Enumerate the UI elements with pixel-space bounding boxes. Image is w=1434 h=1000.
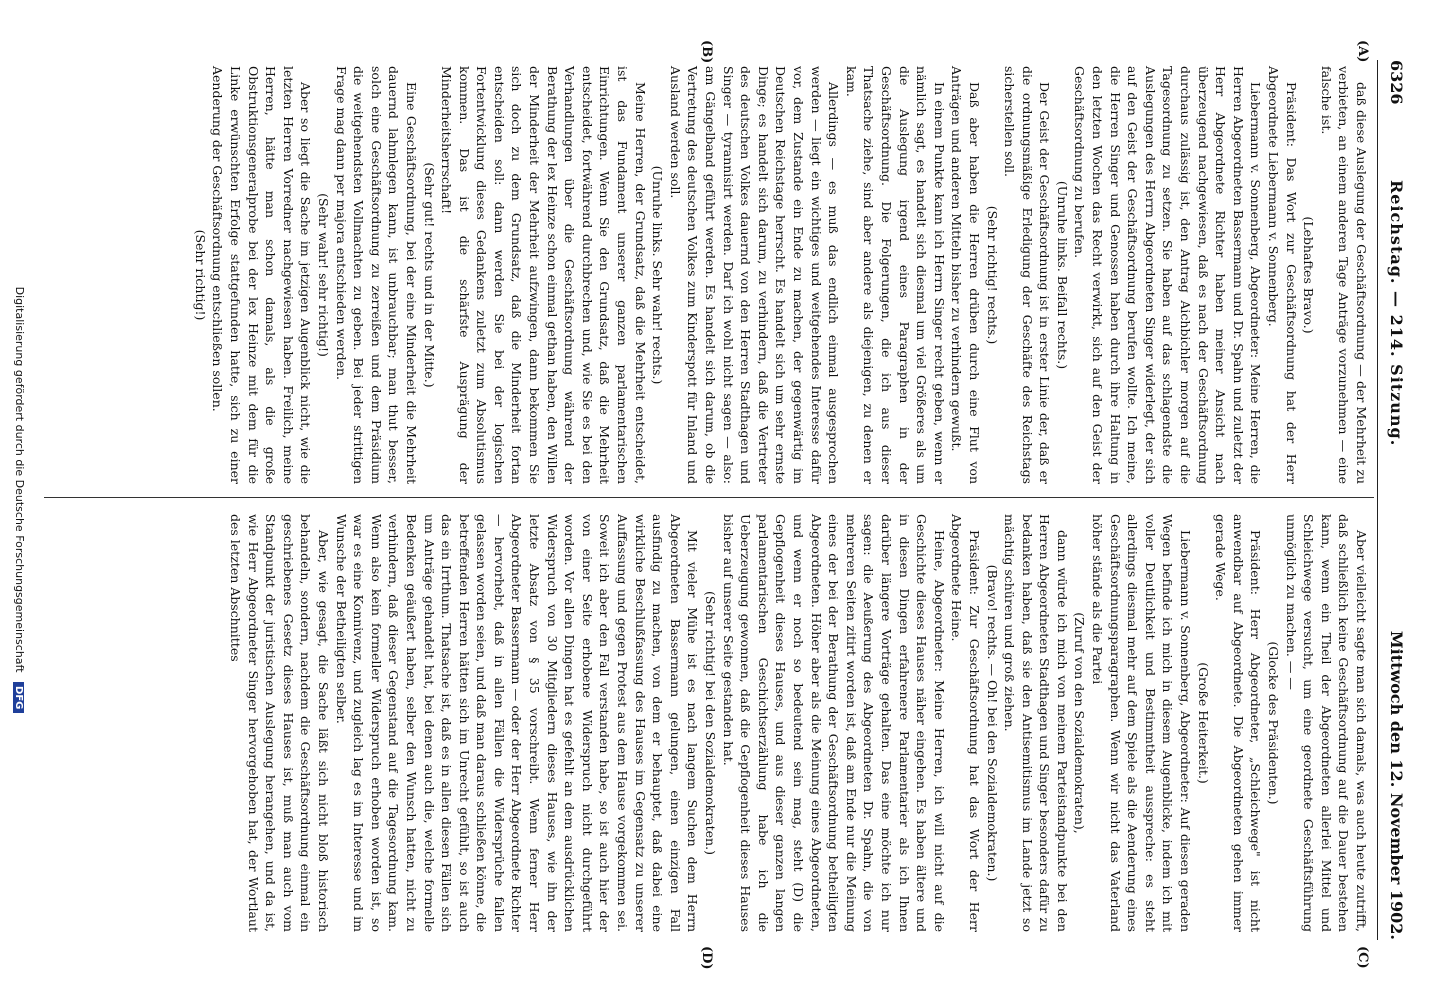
right-column-paragraph: Heine, Abgeordneter: Meine Herren, ich will nicht auf die Geschichte dieses Hauses näher eingehen. Es haben ältere und in diesen Dingen erfahrenere Parlamentarier als ich Ihnen darüber längere Vorträge gehalten. Das eine möchte ich nur sagen: die Aeußerung des Abgeordneten Dr. Spahn, die von mehreren Seiten zitirt worden ist, daß am Ende nur die Meinung eines der bei der Berathung der Geschäftsordnung betheiligten Abgeordneten. Höher aber als die Meinung eines Abgeordneten, und wenn er noch so bedeutend sein mag, steht (D) die Gepflogenheit dieses Hauses, und aus dieser ganzen langen parlamentarischen Geschichtserzählung habe ich die Ueberzeugung gewonnen, daß die Gepflogenheit dieses Hauses bisher auf unserer Seite gestanden hat. — [720, 514, 947, 932]
left-column-paragraph: In einem Punkte kann ich Herrn Singer recht geben, wenn er nämlich sagt, es handelt sich diesmal um viel Größeres als um die Auslegung irgend eines Paragraphen in der Geschäftsordnung. Die Folgerungen, die ich aus dieser Thatsache ziehe, sind aber andere als diejenigen, zu denen er kam. — [843, 66, 947, 484]
left-column-paragraph: daß diese Auslegung der Geschäftsordnung — der Mehrheit zu verbieten, an einem anderen Tage Anträge vorzunehmen — eine falsche ist. — [1318, 66, 1369, 484]
left-column-paragraph: Liebermann v. Sonnenberg, Abgeordneter: Meine Herren, die Herren Abgeordneten Bassermann und Dr. Spahn und zuletzt der Herr Abgeordnete Richter haben meiner Ansicht nach überzeugend nachgewiesen, daß es nach der Geschäftsordnung durchaus zulässig ist, den Antrag Aichbichler morgen auf die Tagesordnung zu setzen. Sie haben auf das schlagendste die Auslegungen des Herrn Abgeordneten Singer widerlegt, der sich auf den Geist der Geschäftsordnung berufen wollte. Ich meine, die Herren Singer und Genossen haben durch ihre Haltung in den letzten Wochen das Recht verwirkt, sich auf den Geist der Geschäftsordnung zu berufen. — [1072, 66, 1264, 484]
right-column-paragraph: (Zuruf von den Sozialdemokraten), — [1072, 612, 1088, 834]
footer-text: Digitalisierung gefördert durch die Deutsche Forschungsgemeinschaft — [13, 286, 26, 673]
left-column-paragraph: (Unruhe links. Beifall rechts.) — [1054, 180, 1070, 370]
page-header — [1380, 60, 1406, 940]
right-column-paragraph: Liebermann v. Sonnenberg, Abgeordneter: Auf diesen geraden Wegen befinde ich mich in diesem Augenblicke, indem ich mit voller Deutlichkeit und Bestimmtheit ausspreche: es steht allerdings diesmal mehr auf dem Spiele als die Aenderung eines Geschäftsordnungsparagraphen. Wenn wir nicht das Vaterland höher stände als die Partei — [1090, 514, 1194, 932]
session-date: Mittwoch den 12. November 1902. — [1387, 630, 1406, 940]
dfg-logo: DFG — [13, 682, 24, 713]
left-column-paragraph: (Unruhe links. Sehr wahr! rechts.) — [650, 165, 666, 385]
right-column-paragraph: (Große Heiterkeit.) — [1195, 662, 1211, 784]
right-column-paragraph: (Bravo! rechts. — Oh! bei den Sozialdemokraten.) — [984, 564, 1000, 882]
left-column-paragraph: (Lebhaftes Bravo.) — [1301, 216, 1317, 334]
right-column-paragraph: Aber, wie gesagt, die Sache läßt sich nicht bloß historisch behandeln, sondern, nachdem die Geschäftsordnung einmal ein geschriebenes Gesetz dieses Hauses ist, muß man auch vom Standpunkt der juristischen Auslegung herangehen, und da ist, wie Herr Abgeordneter Singer hervorgehoben hat, der Wortlaut des letzten Abschnittes — [228, 514, 331, 932]
margin-marker-b: (B) — [699, 40, 714, 64]
left-column-paragraph: (Sehr richtig!) — [192, 229, 208, 321]
left-column-paragraph: Meine Herren, der Grundsatz, daß die Mehrheit entscheidet, ist das Fundament unserer ganzen parlamentarischen Einrichtungen. Wenn Sie den Grundsatz, daß die Mehrheit entscheidet, fortwährend durchbrechen und, wie Sie es bei den Verhandlungen über die Geschäftsordnung während der Berathung der lex Heinze schon einmal gethan haben, den Willen der Minderheit der Mehrheit aufzwingen, dann bekommen Sie sich doch zu dem Grundsatz, daß die Minderheit fortan entscheiden soll: dann werden Sie bei der logischen Fortentwicklung dieses Gedankens zuletzt zum Absolutismus kommen. Das ist die schärfste Ausprägung der Minderheitsherrschaft! — [439, 66, 648, 484]
right-column-paragraph: (Glocke des Präsidenten.) — [1266, 641, 1282, 805]
left-column-paragraph: Eine Geschäftsordnung, bei der eine Minderheit die Mehrheit dauernd lahmlegen kann, ist unbrauchbar; man thut besser, solch eine Geschäftsordnung zu zerreißen und dem Präsidium die weitgehendsten Vollmachten zu geben. Bei jeder strittigen Frage mag dann per majora entschieden werden. — [333, 66, 419, 484]
left-column-paragraph: (Sehr richtig! rechts.) — [984, 205, 1000, 345]
right-column — [226, 514, 1370, 932]
column-divider — [44, 497, 1374, 498]
left-column-paragraph: Daß aber haben die Herren drüben durch eine Flut von Anträgen und anderen Mitteln bisher zu verhindern gewußt. — [949, 66, 982, 484]
page-number: 6326 — [1387, 60, 1406, 105]
right-column-paragraph: (Sehr richtig! bei den Sozialdemokraten.) — [703, 591, 719, 855]
digitization-footer — [4, 0, 26, 1000]
left-column-paragraph: Präsident: Das Wort zur Geschäftsordnung hat der Herr Abgeordnete Liebermann v. Sonnenberg. — [1266, 66, 1299, 484]
session-title: Reichstag. — 214. Sitzung. — [1387, 180, 1406, 447]
right-column-paragraph: Aber vielleicht sagte man sich damals, was auch heute zutrifft, daß schließlich keine Geschäftsordnung auf die Dauer bestehen kann, wenn ein Theil der Abgeordneten allerlei Mittel und Schleichwege versucht, um eine geordnete Geschäftsführung unmöglich zu machen. — — — [1283, 514, 1369, 932]
left-column-paragraph: (Sehr gut! rechts und in der Mitte.) — [421, 162, 437, 388]
right-column-paragraph: Präsident: Zur Geschäftsordnung hat das Wort der Herr Abgeordnete Heine. — [949, 514, 982, 932]
right-column-paragraph: Mit vieler Mühe ist es nach langem Suchen dem Herrn Abgeordneten Bassermann gelungen, einen einzigen Fall ausfindig zu machen, von dem er behauptet, daß dabei eine wirkliche Beschlußfassung des Hauses im Gegensatz zu unserer Auffassung und gegen Protest aus dem Hause vorgekommen sei. Soweit ich aber den Fall verstanden habe, so ist auch hier der von einer Seite erhobene Widerspruch nicht durchgeführt worden. Vor allen Dingen hat es gefehlt an dem ausdrücklichen Widerspruch von 30 Mitgliedern dieses Hauses, wie ihn der letzte Absatz von § 35 vorschreibt. Wenn ferner Herr Abgeordneter Bassermann — oder der Herr Abgeordnete Richter — hervorhebt, daß in allen Fällen die Widersprüche fallen gelassen worden seien, und daß man daraus schließen könne, die betreffenden Herren hätten sich im Unrecht gefühlt, so ist auch das ein Irrthum. Thatsache ist, daß es in allen diesen Fällen sich um Anträge gehandelt hat, bei denen auch die, welche formelle Bedenken geäußert haben, selber den Wunsch hatten, nicht zu verhindern, daß dieser Gegenstand auf die Tagesordnung kam. Wenn also kein formeller Widerspruch erhoben worden ist, so war es eine Konnivenz, und zugleich lag es im Interesse und im Wunsche der Betheiligten selber. — [333, 514, 701, 932]
left-column — [191, 66, 1370, 484]
margin-marker-c: (C) — [1355, 946, 1370, 969]
margin-marker-a: (A) — [1355, 40, 1370, 63]
left-column-paragraph: Der Geist der Geschäftsordnung ist in erster Linie der, daß er die ordnungsmäßige Erledigung der Geschäfte des Reichstags sicherstellen soll. — [1002, 66, 1053, 484]
left-column-paragraph: Aber so liegt die Sache im jetzigen Augenblick nicht, wie die letzten Herren Vorredner nachgewiesen haben. Freilich, meine Herren, hätte man schon damals, als die große Obstruktionsgeneralprobe bei der lex Heinze mit dem für die Linke erwünschten Erfolge stattgefunden hatte, sich zu einer Aenderung der Geschäftsordnung entschließen sollen. — [210, 66, 314, 484]
right-column-paragraph: dann würde ich mich von meinem Parteistandpunkte bei den Herren Abgeordneten Stadthagen und Singer besonders dafür zu bedanken haben, daß sie den Antisemitismus im Lande jetzt so mächtig schüren und groß ziehen. — [1002, 514, 1070, 932]
left-column-paragraph: (Sehr wahr! sehr richtig!) — [315, 193, 331, 357]
left-column-paragraph: Allerdings — es muß das endlich einmal ausgesprochen werden — liegt ein wichtiges und weitgehendes Interesse dafür vor, dem Zustande ein Ende zu machen, der gegenwärtig im Deutschen Reichstage herrscht. Es handelt sich um sehr ernste Dinge; es handelt sich darum, zu verhindern, daß die Vertreter des deutschen Volkes dauernd von den Herren Stadthagen und Singer — tyrannisirt werden. Darf ich wohl nicht sagen — also: am Gängelband geführt werden. Es handelt sich darum, ob die Vertretung des deutschen Volkes zum Kinderspott für Inland und Ausland werden soll. — [667, 66, 842, 484]
right-column-paragraph: Präsident: Herr Abgeordneter, „Schleichwege" ist nicht anwendbar auf Abgeordnete. Die Abgeordneten gehen immer gerade Wege. — [1213, 514, 1264, 932]
header-rule — [1377, 60, 1378, 940]
margin-marker-d: (D) — [699, 946, 714, 970]
